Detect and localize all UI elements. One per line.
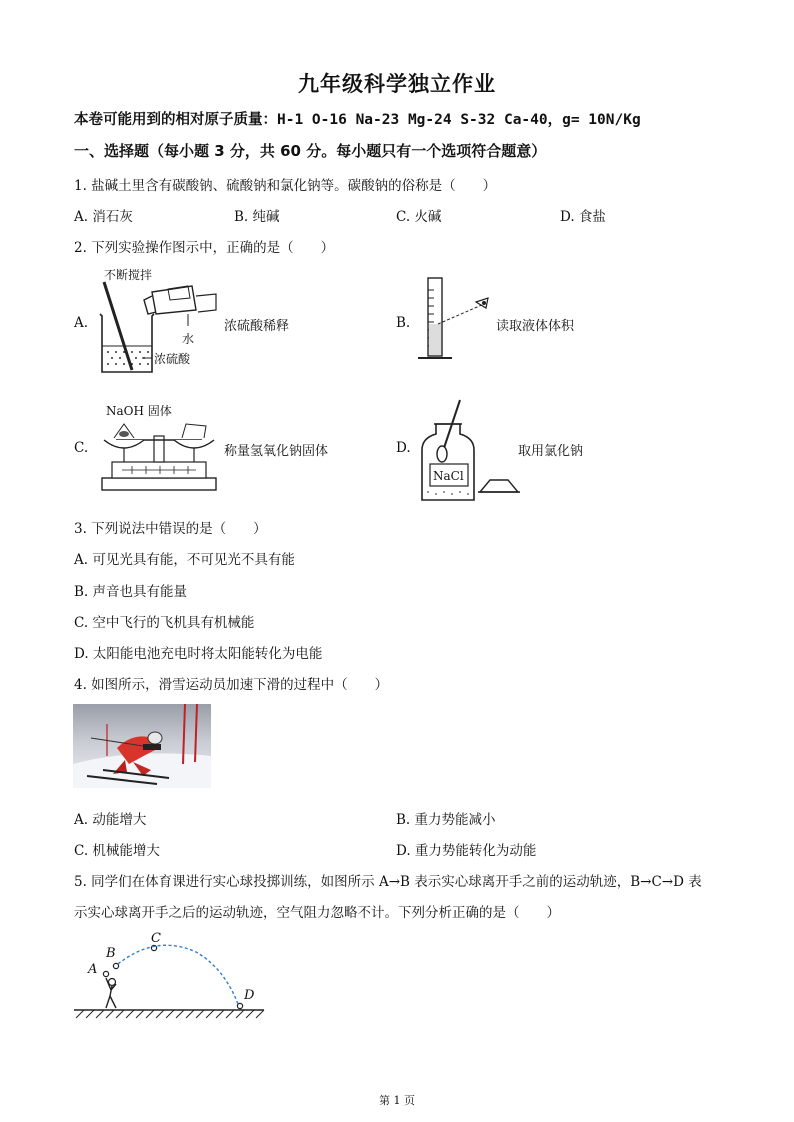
q1-option-d: D. 食盐 (560, 209, 606, 225)
question-4-stem: 4. 如图所示，滑雪运动员加速下滑的过程中（ ） (74, 677, 389, 693)
question-1-stem: 1. 盐碱土里含有碳酸钠、硫酸钠和氯化钠等。碳酸钠的俗称是（ ） (74, 178, 497, 194)
point-d-label: D (244, 988, 255, 1003)
reagent-bottle-figure (416, 396, 526, 504)
q3-option-a: A. 可见光具有能，不可见光不具有能 (74, 552, 295, 568)
point-a-label: A (88, 962, 98, 977)
q2-option-d-caption: 取用氯化钠 (518, 444, 584, 459)
page-title: 九年级科学独立作业 (298, 71, 496, 96)
q2-option-b-letter: B. (396, 315, 411, 331)
skier-photo (73, 704, 211, 788)
water-label: 水 (182, 332, 195, 346)
point-c-label: C (151, 931, 161, 946)
question-3-stem: 3. 下列说法中错误的是（ ） (74, 521, 267, 537)
stir-label: 不断搅拌 (104, 268, 153, 282)
question-5-stem-line1: 5. 同学们在体育课进行实心球投掷训练，如图所示 A→B 表示实心球离开手之前的运动轨迹，B→C→D 表 (74, 874, 702, 890)
q4-option-a: A. 动能增大 (74, 812, 147, 828)
graduated-cylinder-figure (414, 272, 494, 364)
acid-label: 浓硫酸 (154, 352, 191, 366)
q3-option-c: C. 空中飞行的飞机具有机械能 (74, 615, 255, 631)
q2-option-a-letter: A. (74, 315, 89, 331)
q2-option-c-letter: C. (74, 440, 89, 456)
point-b-label: B (106, 946, 116, 961)
q4-option-c: C. 机械能增大 (74, 843, 160, 859)
q2-option-b-caption: 读取液体体积 (496, 319, 575, 334)
q2-option-d-letter: D. (396, 440, 411, 456)
section-heading: 一、选择题（每小题 3 分，共 60 分。每小题只有一个选项符合题意） (74, 142, 547, 160)
balance-scale-figure (96, 416, 222, 496)
q1-option-a: A. 消石灰 (74, 209, 133, 225)
q1-option-c: C. 火碱 (396, 209, 442, 225)
q3-option-d: D. 太阳能电池充电时将太阳能转化为电能 (74, 646, 323, 662)
q3-option-b: B. 声音也具有能量 (74, 584, 188, 600)
q1-option-b: B. 纯碱 (234, 209, 280, 225)
naoh-solid-label: NaOH 固体 (106, 404, 172, 418)
question-5-stem-line2: 示实心球离开手之后的运动轨迹，空气阻力忽略不计。下列分析正确的是（ ） (74, 905, 560, 921)
q4-option-d: D. 重力势能转化为动能 (396, 843, 537, 859)
nacl-label: NaCl (433, 469, 464, 483)
q2-option-a-caption: 浓硫酸稀释 (224, 319, 290, 334)
question-2-stem: 2. 下列实验操作图示中，正确的是（ ） (74, 240, 335, 256)
q2-option-c-caption: 称量氢氧化钠固体 (224, 444, 329, 459)
page-number: 第 1 页 (379, 1094, 415, 1107)
atomic-mass-note: 本卷可能用到的相对原子质量：H-1 O-16 Na-23 Mg-24 S-32 Ca-40，g= 10N/Kg (74, 112, 641, 128)
q4-option-b: B. 重力势能减小 (396, 812, 496, 828)
ball-trajectory-figure (72, 930, 268, 1022)
